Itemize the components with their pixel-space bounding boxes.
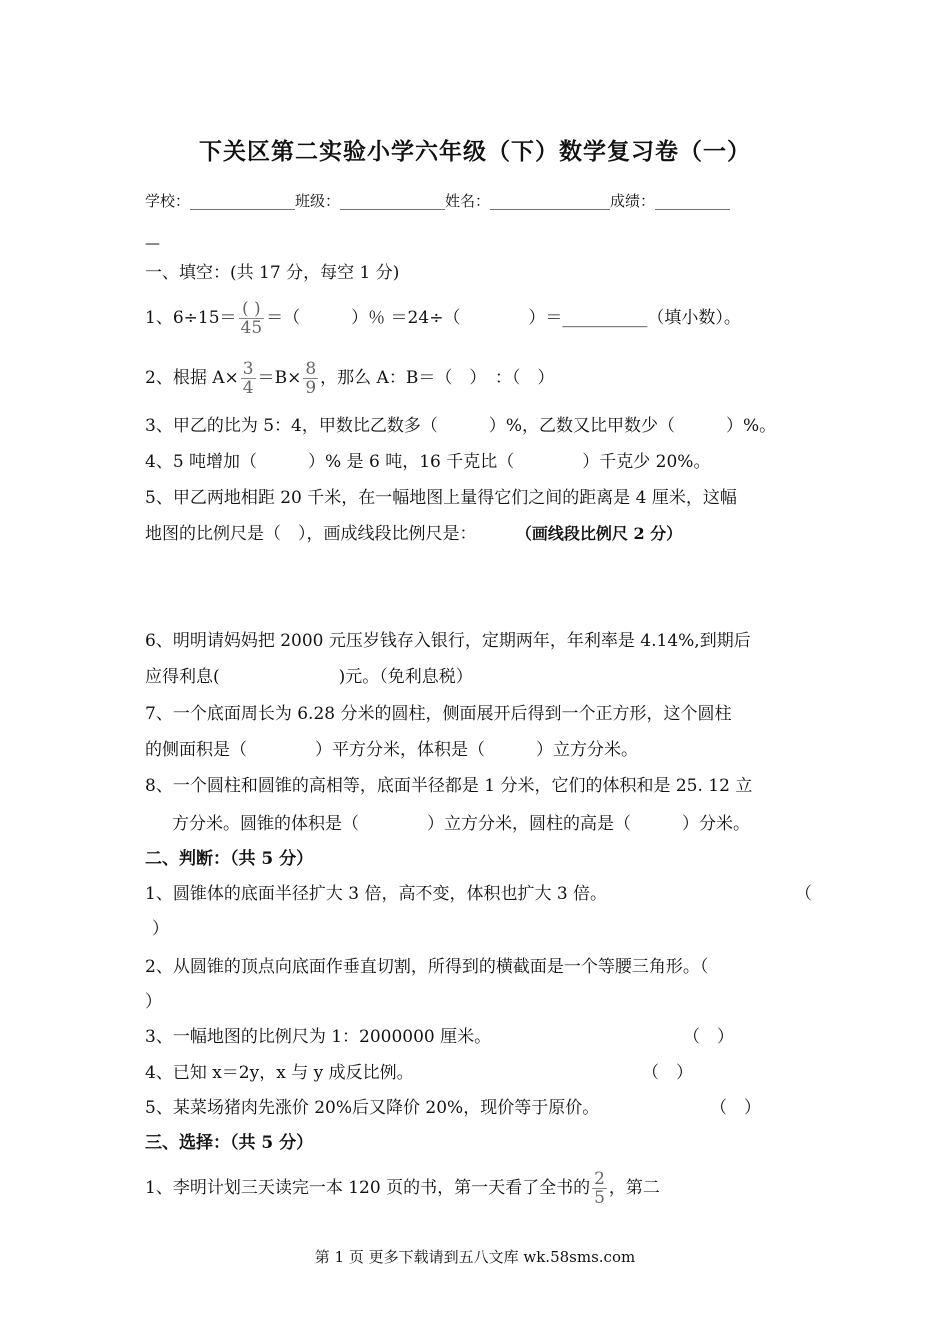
choice-1 xyxy=(145,1168,660,1208)
judge-4-text: 4、已知 x＝2y，x 与 y 成反比例。 xyxy=(145,1063,414,1083)
q2-text-c: ，那么 A：B＝（ ） ：（ ） xyxy=(320,368,555,388)
judge-5-answer: （ ） xyxy=(710,1098,761,1118)
question-1-7-line-1: 7、一个底面周长为 6.28 分米的圆柱，侧面展开后得到一个正方形，这个圆柱 xyxy=(145,704,732,724)
q1-numerator: ( ) xyxy=(239,300,265,319)
q2-numerator-1: 3 xyxy=(242,359,254,379)
page-title: 下关区第二实验小学六年级（下）数学复习卷（一） xyxy=(199,138,751,165)
judge-1-paren-close: ） xyxy=(152,919,169,939)
choice-1-text-b: ，第二 xyxy=(608,1178,660,1198)
q1-denominator: 45 xyxy=(240,318,263,338)
q2-text-b: ＝B× xyxy=(257,368,302,388)
question-1-8-line-1: 8、一个圆柱和圆锥的高相等，底面半径都是 1 分米，它们的体积和是 25. 12 立 xyxy=(145,776,753,796)
judge-2-paren-close: ） xyxy=(145,992,162,1012)
question-1-8-line-2: 方分米。圆锥的体积是（ ）立方分米，圆柱的高是（ ）分米。 xyxy=(172,814,750,834)
question-1-6-line-1: 6、明明请妈妈把 2000 元压岁钱存入银行，定期两年，年利率是 4.14%,到期后 xyxy=(145,631,751,651)
question-1-1 xyxy=(145,298,741,338)
choice-1-fraction xyxy=(592,1170,607,1207)
judge-4-answer: （ ） xyxy=(642,1063,693,1083)
question-1-6-line-2: 应得利息( )元。（免利息税） xyxy=(145,667,473,687)
question-1-2 xyxy=(145,358,554,398)
choice-1-text-a: 1、李明计划三天读完一本 120 页的书，第一天看了全书的 xyxy=(145,1178,591,1198)
judge-1-text: 1、圆锥体的底面半径扩大 3 倍，高不变，体积也扩大 3 倍。 xyxy=(145,884,608,904)
q5-text: 地图的比例尺是（ ），画成线段比例尺是： xyxy=(145,524,477,544)
student-info-tail: — xyxy=(145,234,160,252)
question-1-4: 4、5 吨增加（ ）% 是 6 吨，16 千克比（ ）千克少 20%。 xyxy=(145,452,711,472)
section-3-heading: 三、选择：（共 5 分） xyxy=(145,1133,314,1153)
q2-denominator-2: 9 xyxy=(305,378,317,398)
student-info-line: 学校：______________班级：______________姓名：________________成绩：__________ xyxy=(145,192,731,210)
judge-1-paren-open: （ xyxy=(795,884,812,904)
judge-2-text: 2、从圆锥的顶点向底面作垂直切割，所得到的横截面是一个等腰三角形。（ xyxy=(145,957,709,977)
judge-3-text: 3、一幅地图的比例尺为 1：2000000 厘米。 xyxy=(145,1027,492,1047)
section-2-heading: 二、判断：（共 5 分） xyxy=(145,849,314,869)
section-1-heading: 一、填空：(共 17 分，每空 1 分) xyxy=(145,263,400,283)
judge-3-answer: （ ） xyxy=(683,1027,734,1047)
question-1-7-line-2: 的侧面积是（ ）平方分米，体积是（ ）立方分米。 xyxy=(145,740,638,760)
q1-text-a: 1、6÷15＝ xyxy=(145,308,237,328)
question-1-5-line-2 xyxy=(145,523,682,545)
q1-text-b: ＝（ ）％ ＝24÷（ ）＝__________（填小数）。 xyxy=(266,308,741,328)
q2-fraction-2 xyxy=(303,360,318,397)
q5-note: （画线段比例尺 2 分） xyxy=(515,524,683,543)
q2-text-a: 2、根据 A× xyxy=(145,368,239,388)
q1-fraction xyxy=(239,300,265,337)
choice-1-numerator: 2 xyxy=(594,1169,605,1189)
question-1-3: 3、甲乙的比为 5：4，甲数比乙数多（ ）%，乙数又比甲数少（ ）%。 xyxy=(145,416,777,436)
q2-denominator-1: 4 xyxy=(242,378,254,398)
page-footer: 第 1 页 更多下载请到五八文库 wk.58sms.com xyxy=(314,1248,636,1266)
q2-numerator-2: 8 xyxy=(305,359,317,379)
choice-1-denominator: 5 xyxy=(594,1188,605,1208)
question-1-5-line-1: 5、甲乙两地相距 20 千米，在一幅地图上量得它们之间的距离是 4 厘米，这幅 xyxy=(145,488,737,508)
judge-5-text: 5、某菜场猪肉先涨价 20%后又降价 20%，现价等于原价。 xyxy=(145,1098,600,1118)
q2-fraction-1 xyxy=(241,360,256,397)
